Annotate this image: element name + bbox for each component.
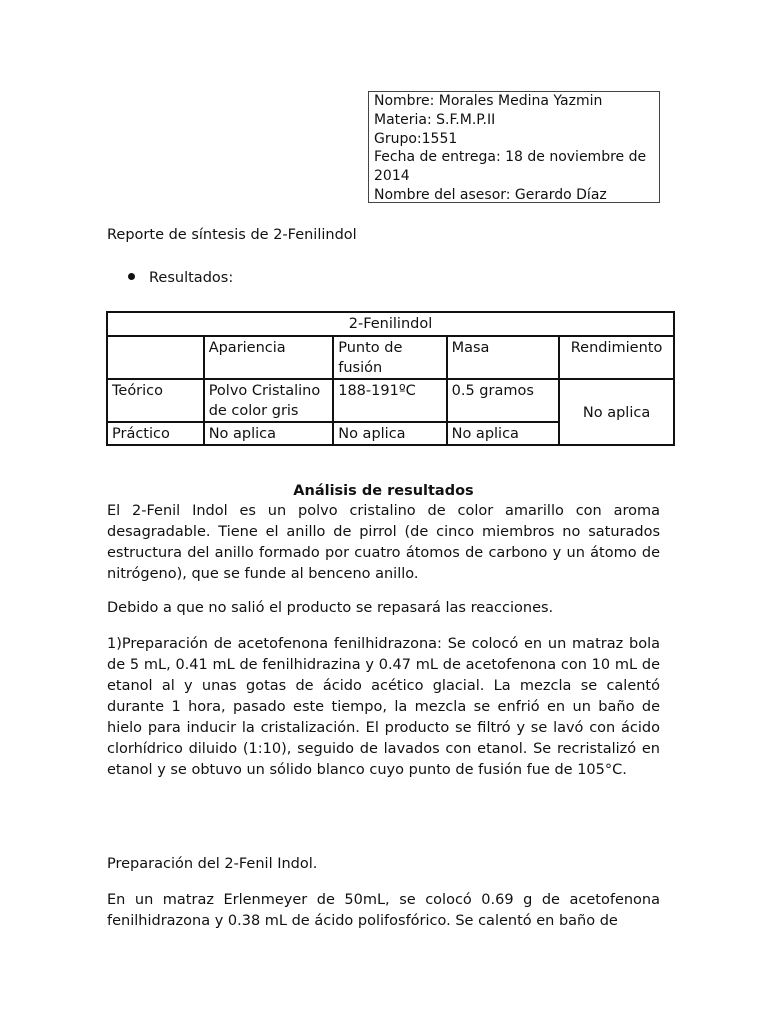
group-number: Grupo:1551 (374, 130, 458, 147)
table-header-row (107, 336, 674, 379)
table-header-cell: Punto de fusión (333, 336, 446, 379)
bullet-label: Resultados: (149, 270, 234, 286)
table-cell: No aplica (559, 379, 674, 445)
paragraph: Debido a que no salió el producto se repasará las reacciones. (107, 600, 554, 616)
paragraph: El 2-Fenil Indol es un polvo cristalino de color amarillo con aroma desagradable. Tiene el anillo de pirrol (de cinco miembros no saturados estructura del anillo formado por cuatro átomos de carbono y un átomo de nitrógeno), que se funde al benceno anillo. (107, 503, 660, 582)
analysis-heading: Análisis de resultados (293, 483, 474, 499)
table-cell: No aplica (204, 422, 334, 445)
table-header-cell (107, 336, 204, 379)
table-caption-row (107, 312, 674, 336)
table-cell: Polvo Cristalino de color gris (204, 379, 334, 422)
table-header-cell: Apariencia (204, 336, 334, 379)
bullet-item (128, 268, 233, 288)
course-name: Materia: S.F.M.P.II (374, 111, 496, 128)
table-caption: 2-Fenilindol (107, 312, 674, 336)
table-cell: No aplica (447, 422, 559, 445)
bullet-dot-icon (128, 273, 135, 280)
table-cell: 188-191ºC (333, 379, 446, 422)
table-cell: 0.5 gramos (447, 379, 559, 422)
student-info-box (368, 91, 660, 203)
table-row (107, 379, 674, 422)
table-cell: No aplica (333, 422, 446, 445)
paragraph: Preparación del 2-Fenil Indol. (107, 856, 318, 872)
results-table (106, 311, 675, 446)
report-title: Reporte de síntesis de 2-Fenilindol (107, 227, 357, 243)
due-date-line1: Fecha de entrega: 18 de noviembre de (374, 149, 647, 166)
paragraph: 1)Preparación de acetofenona fenilhidrazona: Se colocó en un matraz bola de 5 mL, 0.41 mL de fenilhidrazina y 0.47 mL de acetofenona con 10 mL de etanol al y unas gotas de ácido acético glacial. La mezcla se calentó durante 1 hora, pasado este tiempo, la mezcla se enfrió en un baño de hielo para inducir la cristalización. El producto se filtró y se lavó con ácido clorhídrico diluido (1:10), seguido de lavados con etanol. Se recristalizó en etanol y se obtuvo un sólido blanco cuyo punto de fusión fue de 105°C. (107, 636, 660, 778)
paragraph: En un matraz Erlenmeyer de 50mL, se colocó 0.69 g de acetofenona fenilhidrazona y 0.38 mL de ácido polifosfórico. Se calentó en baño de (107, 892, 660, 929)
advisor-name: Nombre del asesor: Gerardo Díaz (374, 186, 607, 203)
table-cell: Práctico (107, 422, 204, 445)
student-name: Nombre: Morales Medina Yazmin (374, 93, 603, 109)
table-header-cell: Masa (447, 336, 559, 379)
table-cell: Teórico (107, 379, 204, 422)
table-header-cell: Rendimiento (559, 336, 674, 379)
due-date-line2: 2014 (374, 168, 410, 185)
